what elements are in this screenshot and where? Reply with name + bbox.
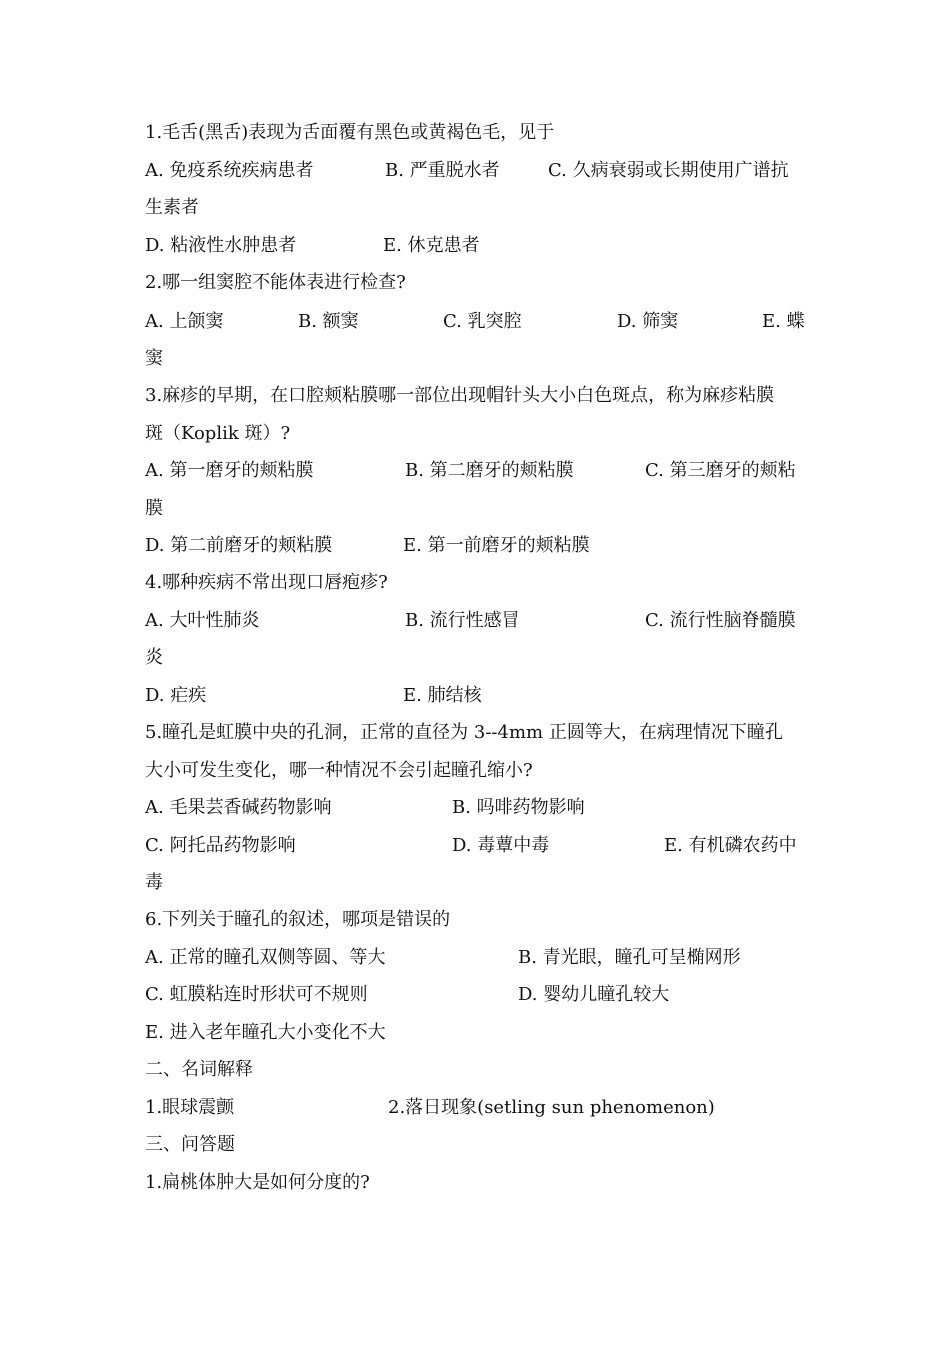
question-6-option-c: C. 虹膜粘连时形状可不规则 [145, 984, 368, 1005]
question-2-option-a: A. 上颌窦 [145, 311, 224, 332]
question-3-option-a: A. 第一磨牙的颊粘膜 [145, 460, 314, 481]
question-4-option-a: A. 大叶性肺炎 [145, 610, 260, 631]
question-3-option-e: E. 第一前磨牙的颊粘膜 [403, 535, 590, 556]
question-5-option-e: E. 有机磷农药中 [664, 835, 797, 856]
question-3-option-c: C. 第三磨牙的颊粘 [645, 460, 796, 481]
question-6-option-a: A. 正常的瞳孔双侧等圆、等大 [145, 947, 386, 968]
question-2-option-e: E. 蝶 [762, 311, 805, 332]
term-2: 2.落日现象(setling sun phenomenon) [388, 1097, 715, 1118]
section-2-heading: 二、名词解释 [145, 1059, 253, 1080]
question-2-stem: 2.哪一组窦腔不能体表进行检查? [145, 272, 406, 293]
question-6-option-b: B. 青光眼，瞳孔可呈椭网形 [518, 947, 741, 968]
question-5-option-a: A. 毛果芸香碱药物影响 [145, 797, 332, 818]
question-5-stem: 5.瞳孔是虹膜中央的孔洞，正常的直径为 3--4mm 正圆等大，在病理情况下瞳孔 [145, 722, 783, 743]
question-2-option-e-continued: 窦 [145, 348, 163, 369]
question-2-option-d: D. 筛窦 [617, 311, 679, 332]
question-1-option-a: A. 免疫系统疾病患者 [145, 160, 314, 181]
question-1-option-c-continued: 生素者 [145, 197, 199, 218]
question-4-option-e: E. 肺结核 [403, 685, 482, 706]
question-5-option-b: B. 吗啡药物影响 [452, 797, 585, 818]
question-1-option-e: E. 休克患者 [383, 235, 480, 256]
question-1-option-b: B. 严重脱水者 [385, 160, 500, 181]
question-3-option-c-continued: 膜 [145, 498, 163, 519]
question-5-option-c: C. 阿托品药物影响 [145, 835, 296, 856]
question-4-stem: 4.哪种疾病不常出现口唇疱疹? [145, 572, 388, 593]
section-3-heading: 三、问答题 [145, 1134, 235, 1155]
question-5-option-e-continued: 毒 [145, 872, 163, 893]
question-1-stem: 1.毛舌(黑舌)表现为舌面覆有黑色或黄褐色毛，见于 [145, 122, 555, 143]
question-5-stem-continued: 大小可发生变化，哪一种情况不会引起瞳孔缩小? [145, 760, 533, 781]
question-5-option-d: D. 毒蕈中毒 [452, 835, 550, 856]
question-2-option-b: B. 额窦 [298, 311, 359, 332]
question-4-option-d: D. 疟疾 [145, 685, 207, 706]
question-6-option-e: E. 进入老年瞳孔大小变化不大 [145, 1022, 386, 1043]
question-3-stem-continued: 斑（Koplik 斑）? [145, 423, 291, 444]
question-4-option-c: C. 流行性脑脊髓膜 [645, 610, 796, 631]
question-3-option-d: D. 第二前磨牙的颊粘膜 [145, 535, 333, 556]
question-2-option-c: C. 乳突腔 [443, 311, 522, 332]
question-3-stem: 3.麻疹的早期，在口腔颊粘膜哪一部位出现帽针头大小白色斑点，称为麻疹粘膜 [145, 385, 775, 406]
question-1-option-c: C. 久病衰弱或长期使用广谱抗 [548, 160, 789, 181]
question-3-option-b: B. 第二磨牙的颊粘膜 [405, 460, 574, 481]
term-1: 1.眼球震颤 [145, 1097, 235, 1118]
question-6-option-d: D. 婴幼儿瞳孔较大 [518, 984, 670, 1005]
question-6-stem: 6.下列关于瞳孔的叙述，哪项是错误的 [145, 909, 451, 930]
question-4-option-c-continued: 炎 [145, 647, 163, 668]
question-1-option-d: D. 粘液性水肿患者 [145, 235, 297, 256]
question-4-option-b: B. 流行性感冒 [405, 610, 520, 631]
section-3-question-1: 1.扁桃体肿大是如何分度的? [145, 1172, 370, 1193]
